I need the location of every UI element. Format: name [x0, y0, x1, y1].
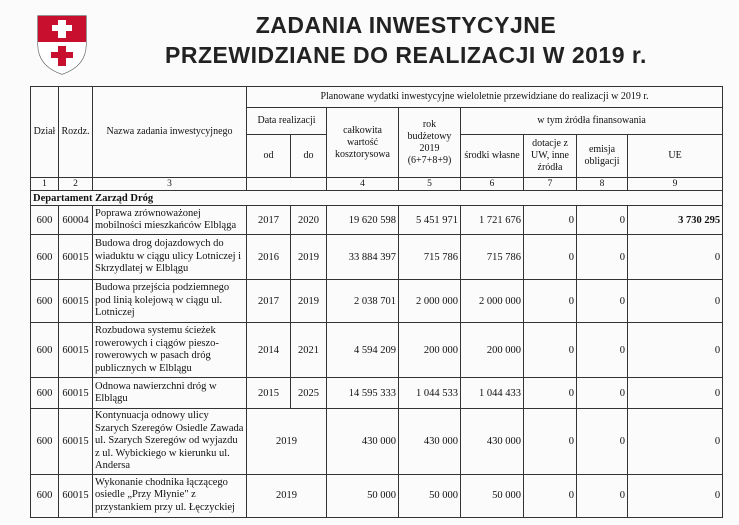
cell-wartosc: 2 038 701 [327, 280, 399, 323]
cell-dotacje: 0 [524, 280, 577, 323]
title-line-1: ZADANIA INWESTYCYJNE [255, 12, 557, 38]
cell-emisja: 0 [577, 280, 628, 323]
cell-do: 2020 [291, 206, 327, 235]
cell-data-realizacji: 2019 [247, 474, 327, 517]
table-row [31, 378, 723, 409]
cell-emisja: 0 [577, 235, 628, 280]
cell-wartosc: 50 000 [327, 474, 399, 517]
header-ue: UE [628, 135, 723, 178]
header-emisja: emisja obligacji [577, 135, 628, 178]
header-dzial: Dział [31, 87, 59, 178]
cell-ue: 3 730 295 [628, 206, 723, 235]
cell-nazwa: Odnowa nawierzchni dróg w Elblągu [93, 378, 247, 409]
cell-do: 2019 [291, 280, 327, 323]
cell-rozdz: 60015 [59, 378, 93, 409]
cell-ue: 0 [628, 378, 723, 409]
cell-rok: 1 044 533 [399, 378, 461, 409]
cell-od: 2016 [247, 235, 291, 280]
page-title [96, 10, 716, 70]
cell-do: 2025 [291, 378, 327, 409]
cell-od: 2017 [247, 280, 291, 323]
header-nazwa: Nazwa zadania inwestycyjnego [93, 87, 247, 178]
colnum: 7 [524, 178, 577, 191]
cell-rozdz: 60015 [59, 474, 93, 517]
cell-dotacje: 0 [524, 206, 577, 235]
table-row [31, 323, 723, 378]
cell-rozdz: 60015 [59, 323, 93, 378]
colnum-empty [247, 178, 327, 191]
cell-dzial: 600 [31, 378, 59, 409]
header-srodki: środki własne [461, 135, 524, 178]
cell-emisja: 0 [577, 474, 628, 517]
cell-rozdz: 60015 [59, 409, 93, 475]
cell-dotacje: 0 [524, 235, 577, 280]
cell-dzial: 600 [31, 474, 59, 517]
cell-srodki: 200 000 [461, 323, 524, 378]
cell-srodki: 1 721 676 [461, 206, 524, 235]
cell-wartosc: 19 620 598 [327, 206, 399, 235]
cell-nazwa: Poprawa zrównoważonej mobilności mieszkańców Elbląga [93, 206, 247, 235]
cell-rok: 2 000 000 [399, 280, 461, 323]
cell-dzial: 600 [31, 323, 59, 378]
cell-dotacje: 0 [524, 323, 577, 378]
cell-rozdz: 60015 [59, 280, 93, 323]
colnum: 4 [327, 178, 399, 191]
investment-table [30, 86, 723, 518]
cell-dzial: 600 [31, 235, 59, 280]
cell-rozdz: 60015 [59, 235, 93, 280]
cell-srodki: 50 000 [461, 474, 524, 517]
cell-srodki: 430 000 [461, 409, 524, 475]
table-row [31, 280, 723, 323]
table-row [31, 235, 723, 280]
header-do: do [291, 135, 327, 178]
colnum: 1 [31, 178, 59, 191]
cell-dzial: 600 [31, 280, 59, 323]
header-wartosc: całkowita wartość kosztorysowa [327, 108, 399, 178]
header-od: od [247, 135, 291, 178]
cell-rok: 430 000 [399, 409, 461, 475]
cell-wartosc: 14 595 333 [327, 378, 399, 409]
cell-dzial: 600 [31, 206, 59, 235]
colnum: 5 [399, 178, 461, 191]
cell-do: 2021 [291, 323, 327, 378]
cell-nazwa: Rozbudowa systemu ścieżek rowerowych i ciągów pieszo-rowerowych w pasach dróg publicznych w Elblągu [93, 323, 247, 378]
table-row [31, 206, 723, 235]
cell-nazwa: Budowa drog dojazdowych do wiaduktu w ciągu ulicy Lotniczej i Skrzydlatej w Elblągu [93, 235, 247, 280]
cell-dotacje: 0 [524, 378, 577, 409]
cell-srodki: 715 786 [461, 235, 524, 280]
cell-wartosc: 33 884 397 [327, 235, 399, 280]
cell-rok: 50 000 [399, 474, 461, 517]
colnum: 3 [93, 178, 247, 191]
cell-ue: 0 [628, 409, 723, 475]
header-rozdz: Rozdz. [59, 87, 93, 178]
cell-nazwa: Budowa przejścia podziemnego pod linią kolejową w ciągu ul. Lotniczej [93, 280, 247, 323]
cell-rok: 715 786 [399, 235, 461, 280]
cell-rozdz: 60004 [59, 206, 93, 235]
cell-srodki: 2 000 000 [461, 280, 524, 323]
header-planowane: Planowane wydatki inwestycyjne wieloletnie przewidziane do realizacji w 2019 r. [247, 87, 723, 108]
cell-od: 2017 [247, 206, 291, 235]
cell-ue: 0 [628, 235, 723, 280]
cell-nazwa: Wykonanie chodnika łączącego osiedle „Przy Młynie" z przystankiem przy ul. Łęczyckiej [93, 474, 247, 517]
department-heading: Departament Zarząd Dróg [31, 191, 723, 206]
cell-dotacje: 0 [524, 474, 577, 517]
cell-ue: 0 [628, 474, 723, 517]
cell-rok: 5 451 971 [399, 206, 461, 235]
cell-dzial: 600 [31, 409, 59, 475]
header-w-tym: w tym źródła finansowania [461, 108, 723, 135]
cell-emisja: 0 [577, 409, 628, 475]
cell-emisja: 0 [577, 378, 628, 409]
title-line-2: PRZEWIDZIANE DO REALIZACJI W 2019 r. [165, 42, 647, 68]
cell-nazwa: Kontynuacja odnowy ulicy Szarych Szeregów Osiedle Zawada ul. Szarych Szeregów od wyjazdu z ul. Wybickiego w kierunku ul. Andersa [93, 409, 247, 475]
table-row [31, 409, 723, 475]
cell-srodki: 1 044 433 [461, 378, 524, 409]
colnum: 9 [628, 178, 723, 191]
cell-wartosc: 430 000 [327, 409, 399, 475]
cell-od: 2015 [247, 378, 291, 409]
cell-rok: 200 000 [399, 323, 461, 378]
colnum: 2 [59, 178, 93, 191]
colnum: 8 [577, 178, 628, 191]
cell-ue: 0 [628, 280, 723, 323]
table-row [31, 474, 723, 517]
elblag-coat-of-arms-icon [36, 14, 88, 76]
cell-dotacje: 0 [524, 409, 577, 475]
cell-wartosc: 4 594 209 [327, 323, 399, 378]
cell-data-realizacji: 2019 [247, 409, 327, 475]
cell-do: 2019 [291, 235, 327, 280]
cell-emisja: 0 [577, 323, 628, 378]
cell-od: 2014 [247, 323, 291, 378]
header-rok: rok budżetowy 2019 (6+7+8+9) [399, 108, 461, 178]
cell-emisja: 0 [577, 206, 628, 235]
colnum: 6 [461, 178, 524, 191]
header-dotacje: dotacje z UW, inne źródła [524, 135, 577, 178]
cell-ue: 0 [628, 323, 723, 378]
header-data-realizacji: Data realizacji [247, 108, 327, 135]
